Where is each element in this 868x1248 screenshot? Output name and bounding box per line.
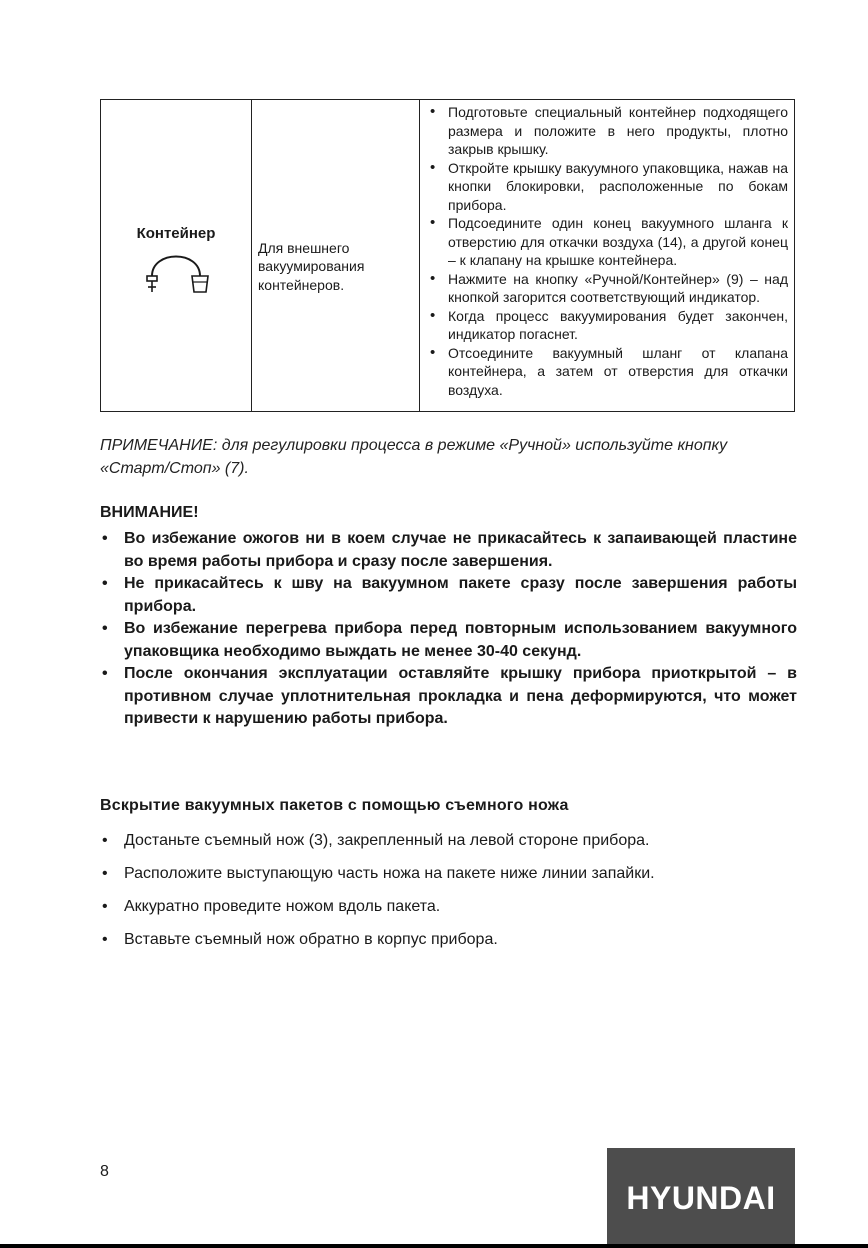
list-item: • Аккуратно проведите ножом вдоль пакета. xyxy=(102,898,441,915)
bottom-divider xyxy=(0,1244,868,1248)
list-item: • Нажмите на кнопку «Ручной/Контейнер» (9) – над кнопкой загорится соответствующий индикатор. xyxy=(426,270,788,307)
list-item: • Во избежание перегрева прибора перед повторным использованием вакуумного упаковщика необходимо выждать не менее 30-40 секунд. xyxy=(100,618,797,663)
list-item: • Вставьте съемный нож обратно в корпус прибора. xyxy=(102,931,498,948)
steps-list xyxy=(420,100,794,399)
list-item: • Откройте крышку вакуумного упаковщика, нажав на кнопки блокировки, расположенные по бокам прибора. xyxy=(426,159,788,215)
table-row xyxy=(101,100,795,412)
list-item: • Подсоедините один конец вакуумного шланга к отверстию для откачки воздуха (14), а другой конец – к клапану на крышке контейнера. xyxy=(426,214,788,270)
list-item: • Когда процесс вакуумирования будет закончен, индикатор погаснет. xyxy=(426,307,788,344)
list-item-text: Вставьте съемный нож обратно в корпус прибора. xyxy=(124,931,498,948)
mode-name: Контейнер xyxy=(136,225,216,242)
list-item: • Достаньте съемный нож (3), закрепленный на левой стороне прибора. xyxy=(102,832,650,849)
list-item: • Расположите выступающую часть ножа на пакете ниже линии запайки. xyxy=(102,865,655,882)
hose-container-icon xyxy=(136,246,216,294)
list-item-text: Расположите выступающую часть ножа на пакете ниже линии запайки. xyxy=(124,865,655,882)
mode-steps-cell xyxy=(420,100,795,412)
mode-table xyxy=(100,99,795,412)
knife-section-title: Вскрытие вакуумных пакетов с помощью съемного ножа xyxy=(100,797,569,814)
list-item: • После окончания эксплуатации оставляйте крышку прибора приоткрытой – в противном случае уплотнительная прокладка и пена деформируются, что может привести к нарушению работы прибора. xyxy=(100,663,797,731)
list-item-text: Аккуратно проведите ножом вдоль пакета. xyxy=(124,898,441,915)
note-text: ПРИМЕЧАНИЕ: для регулировки процесса в режиме «Ручной» используйте кнопку «Старт/Стоп» (7). xyxy=(100,437,728,477)
brand-name: HYUNDAI xyxy=(626,1179,776,1216)
list-item: • Не прикасайтесь к шву на вакуумном пакете сразу после завершения работы прибора. xyxy=(100,573,797,618)
warning-title: ВНИМАНИЕ! xyxy=(100,504,199,521)
brand-logo xyxy=(607,1148,795,1248)
list-item: • Отсоедините вакуумный шланг от клапана контейнера, а затем от отверстия для откачки воздуха. xyxy=(426,344,788,400)
list-item: • Подготовьте специальный контейнер подходящего размера и положите в него продукты, плотно закрыв крышку. xyxy=(426,103,788,159)
list-item: • Во избежание ожогов ни в коем случае не прикасайтесь к запаивающей пластине во время работы прибора и сразу после завершения. xyxy=(100,528,797,573)
warning-list xyxy=(100,528,797,731)
page-number: 8 xyxy=(100,1163,109,1180)
list-item-text: Достаньте съемный нож (3), закрепленный на левой стороне прибора. xyxy=(124,832,650,849)
knife-list xyxy=(100,830,797,951)
mode-icon-cell xyxy=(101,100,252,412)
mode-description: Для внешнего вакуумирования контейнеров. xyxy=(252,100,420,412)
